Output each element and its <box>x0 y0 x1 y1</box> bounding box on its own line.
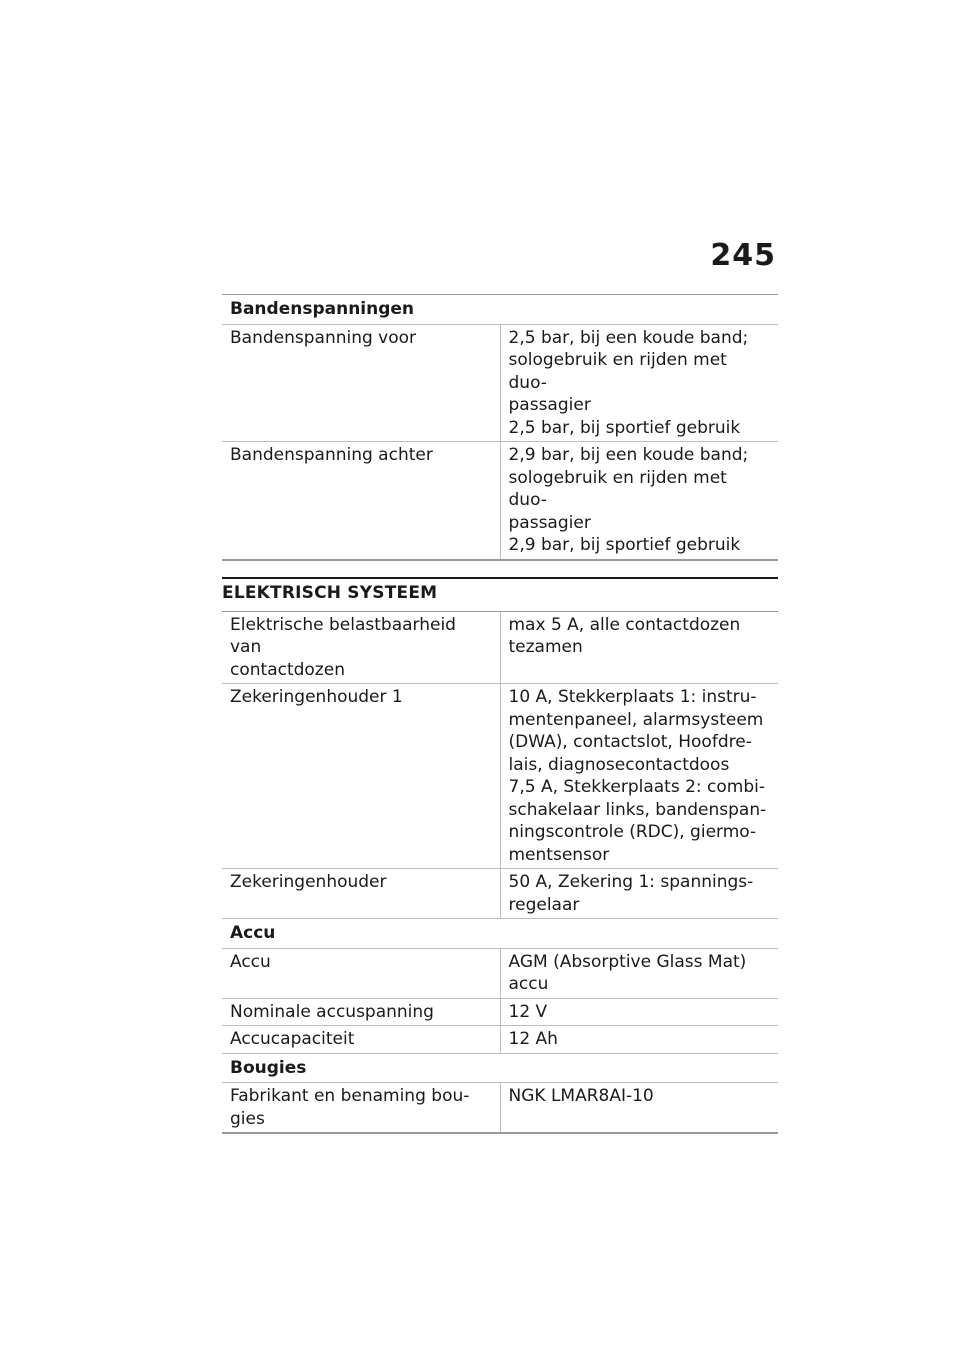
spec-label <box>222 1083 500 1134</box>
value-line: 12 Ah <box>508 1029 558 1049</box>
spec-label <box>222 869 500 919</box>
table-row <box>222 948 778 998</box>
table-group-row <box>222 295 778 325</box>
spec-label <box>222 684 500 869</box>
label-line: Elektrische belastbaarheid van <box>230 614 456 657</box>
value-line: 12 V <box>508 1001 548 1022</box>
value-line: 50 A, Zekering 1: spannings- <box>508 872 754 892</box>
value-line: ningscontrole (RDC), giermo- <box>508 822 757 842</box>
tire-pressure-table <box>222 294 778 561</box>
value-line: passagier <box>508 395 591 415</box>
spec-label <box>222 948 500 998</box>
value-line: mentenpaneel, alarmsysteem <box>508 709 764 730</box>
spec-label <box>222 1026 500 1054</box>
label-line: Nominale accuspanning <box>230 1001 434 1022</box>
table-group-row <box>222 919 778 949</box>
label-line: contactdozen <box>230 659 345 680</box>
label-line: gies <box>230 1108 265 1129</box>
spec-value <box>500 948 778 998</box>
spec-value <box>500 1026 778 1054</box>
spec-value <box>500 611 778 684</box>
table-group-row <box>222 1053 778 1083</box>
value-line: 10 A, Stekkerplaats 1: instru- <box>508 687 757 707</box>
value-line: tezamen <box>508 637 583 657</box>
table-row <box>222 611 778 684</box>
label-line: Accu <box>230 951 271 972</box>
page-number: 245 <box>710 238 776 273</box>
label-line: Fabrikant en benaming bou- <box>230 1086 470 1106</box>
label-line: Zekeringenhouder <box>230 872 387 892</box>
spec-label: Bandenspanning voor <box>222 324 500 442</box>
page-content <box>222 294 778 1134</box>
spec-value <box>500 1083 778 1134</box>
value-line: passagier <box>508 512 591 533</box>
spec-value <box>500 324 778 442</box>
table-row <box>222 869 778 919</box>
value-line: 2,5 bar, bij een koude band; <box>508 327 749 348</box>
value-line: (DWA), contactslot, Hoofdre- <box>508 732 752 752</box>
value-line: NGK LMAR8AI-10 <box>508 1086 654 1106</box>
value-line: 7,5 A, Stekkerplaats 2: combi- <box>508 777 766 797</box>
value-line: mentsensor <box>508 844 610 865</box>
table-row <box>222 1083 778 1134</box>
electrical-system-table <box>222 611 778 1135</box>
group-heading-spark-plugs: Bougies <box>222 1053 778 1083</box>
value-line: 2,9 bar, bij sportief gebruik <box>508 535 741 555</box>
spec-label: Bandenspanning achter <box>222 442 500 560</box>
group-heading-tire-pressures: Bandenspanningen <box>222 295 778 325</box>
value-line: 2,9 bar, bij een koude band; <box>508 445 749 465</box>
label-line: Accucapaciteit <box>230 1029 355 1049</box>
spec-label <box>222 611 500 684</box>
value-line: AGM (Absorptive Glass Mat) <box>508 951 747 972</box>
table-row <box>222 324 778 442</box>
spec-value <box>500 869 778 919</box>
value-line: accu <box>508 974 549 994</box>
value-line: sologebruik en rijden met duo- <box>508 350 727 393</box>
table-row <box>222 998 778 1026</box>
section-title: ELEKTRISCH SYSTEEM <box>222 577 778 611</box>
table-row <box>222 442 778 560</box>
value-line: max 5 A, alle contactdozen <box>508 614 741 635</box>
spec-value <box>500 684 778 869</box>
table-row <box>222 1026 778 1054</box>
table-row <box>222 684 778 869</box>
spec-value <box>500 442 778 560</box>
value-line: regelaar <box>508 894 580 915</box>
spec-label <box>222 998 500 1026</box>
value-line: sologebruik en rijden met duo- <box>508 467 727 510</box>
value-line: 2,5 bar, bij sportief gebruik <box>508 417 741 438</box>
group-heading-battery: Accu <box>222 919 778 949</box>
value-line: schakelaar links, bandenspan- <box>508 799 767 820</box>
spec-value <box>500 998 778 1026</box>
label-line: Zekeringenhouder 1 <box>230 687 403 707</box>
value-line: lais, diagnosecontactdoos <box>508 754 730 775</box>
